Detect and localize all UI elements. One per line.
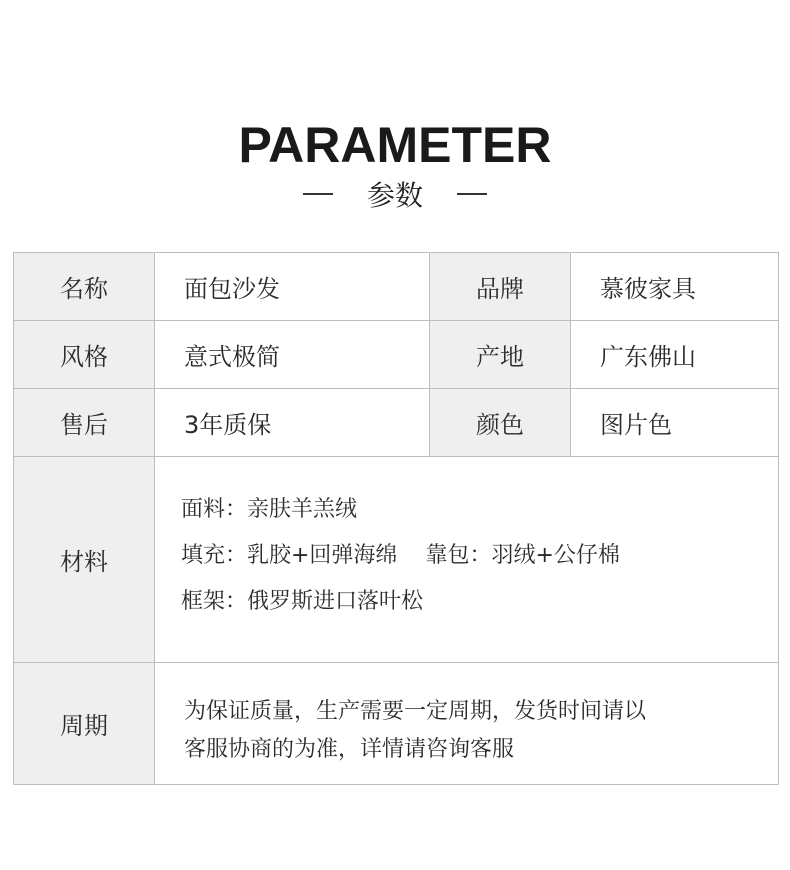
label-origin: 产地 — [430, 321, 571, 389]
table-row-period — [14, 663, 779, 785]
cushion-text: 靠包：羽绒+公仔棉 — [425, 543, 620, 568]
period-line-1: 为保证质量，生产需要一定周期，发货时间请以 — [184, 699, 647, 724]
label-period: 周期 — [14, 663, 155, 785]
value-color: 图片色 — [571, 389, 779, 457]
table-row — [14, 389, 779, 457]
parameter-table — [13, 252, 779, 785]
right-dash — [457, 193, 487, 195]
fabric-text: 面料：亲肤羊羔绒 — [181, 497, 358, 522]
label-brand: 品牌 — [430, 253, 571, 321]
frame-text: 框架：俄罗斯进口落叶松 — [181, 589, 424, 614]
period-details — [155, 663, 779, 785]
table-row — [14, 253, 779, 321]
filling-text: 填充：乳胶+回弹海绵 — [181, 543, 398, 568]
page-title: PARAMETER — [238, 117, 552, 173]
table-row-material — [14, 457, 779, 663]
label-style: 风格 — [14, 321, 155, 389]
label-color: 颜色 — [430, 389, 571, 457]
value-style: 意式极简 — [155, 321, 430, 389]
label-material: 材料 — [14, 457, 155, 663]
period-line-2: 客服协商的为准，详情请咨询客服 — [184, 737, 515, 762]
label-name: 名称 — [14, 253, 155, 321]
filling-cushion-line — [181, 533, 778, 579]
value-brand: 慕彼家具 — [571, 253, 779, 321]
value-name: 面包沙发 — [155, 253, 430, 321]
value-origin: 广东佛山 — [571, 321, 779, 389]
left-dash — [303, 193, 333, 195]
page-subtitle: 参数 — [366, 179, 423, 212]
material-details — [155, 457, 779, 663]
subtitle-row — [0, 172, 790, 216]
label-aftersales: 售后 — [14, 389, 155, 457]
table-row — [14, 321, 779, 389]
value-aftersales: 3年质保 — [155, 389, 430, 457]
